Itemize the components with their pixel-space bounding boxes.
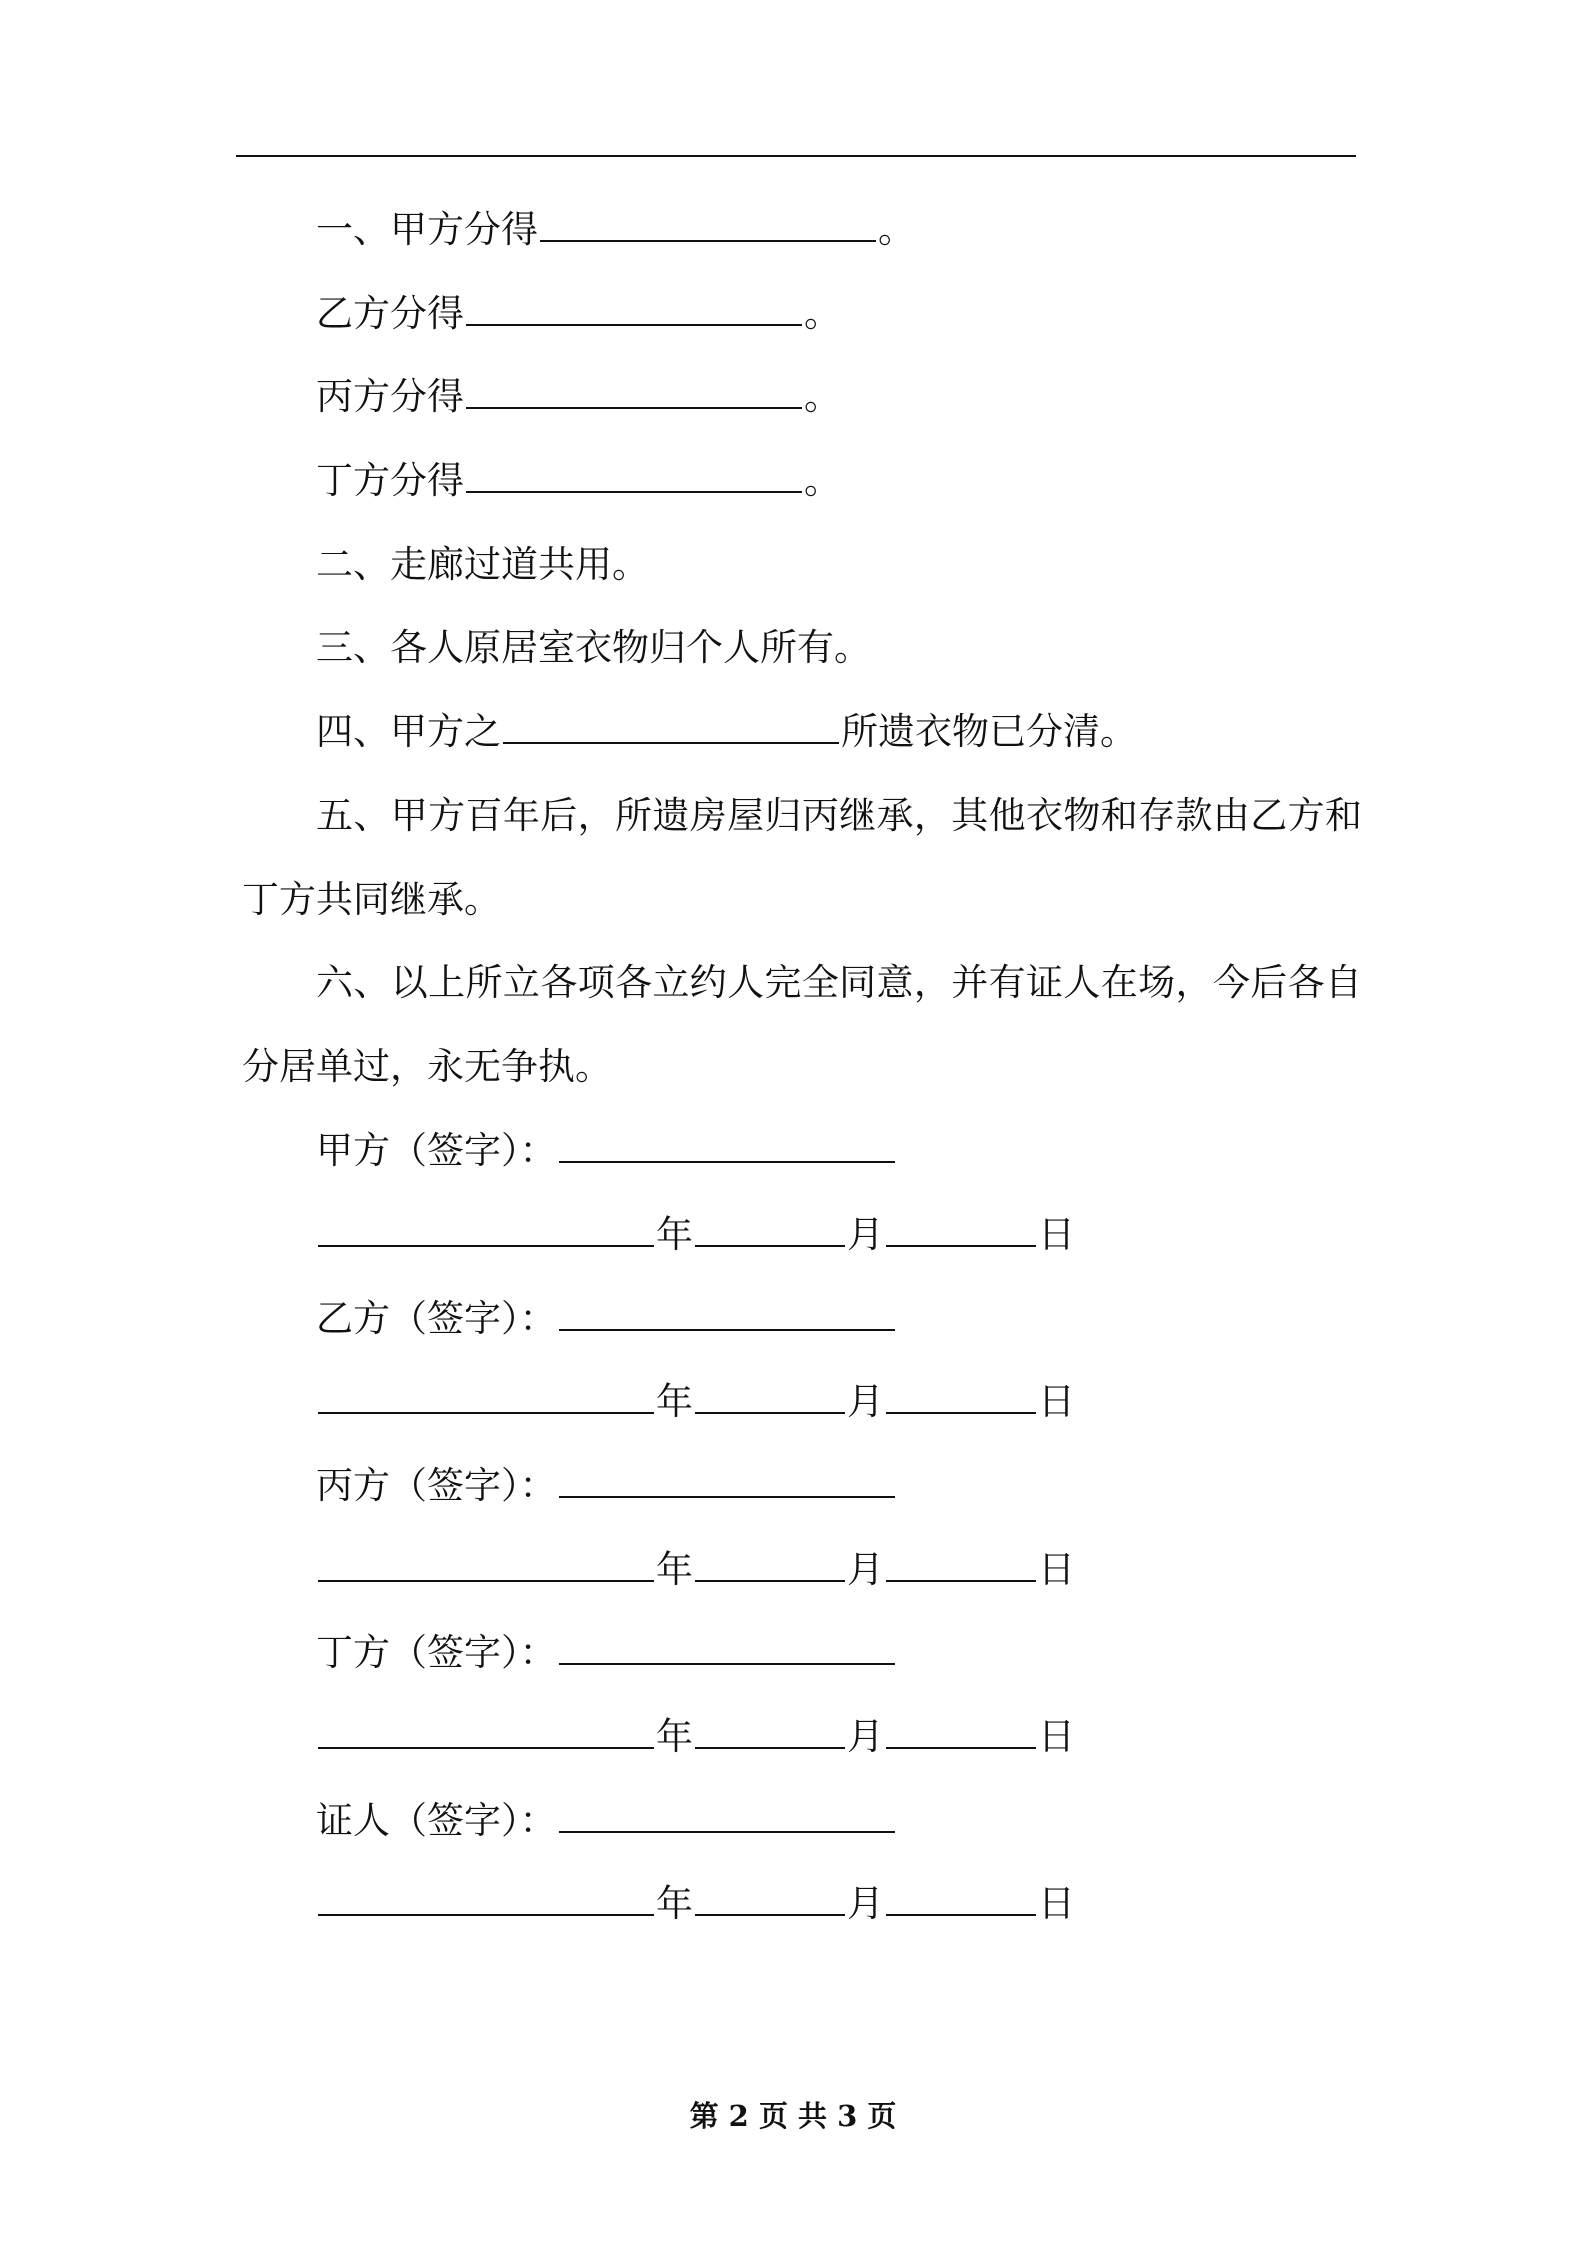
month-label: 月 xyxy=(847,1548,884,1591)
item-1-blank[interactable] xyxy=(540,210,876,242)
item-7-prefix: 四、甲方之 xyxy=(316,710,501,753)
month-label: 月 xyxy=(847,1882,884,1925)
year-label: 年 xyxy=(656,1380,693,1423)
day-blank[interactable] xyxy=(886,1717,1036,1749)
date-line-a xyxy=(316,1212,1075,1258)
year-label: 年 xyxy=(656,1213,693,1256)
month-label: 月 xyxy=(847,1380,884,1423)
day-label: 日 xyxy=(1038,1882,1075,1925)
day-label: 日 xyxy=(1038,1380,1075,1423)
item-4-line xyxy=(316,458,841,504)
item-1-line xyxy=(316,207,915,253)
day-blank[interactable] xyxy=(886,1382,1036,1414)
day-label: 日 xyxy=(1038,1715,1075,1758)
date-prefix-blank[interactable] xyxy=(318,1382,654,1414)
date-prefix-blank[interactable] xyxy=(318,1884,654,1916)
month-label: 月 xyxy=(847,1715,884,1758)
date-line-b xyxy=(316,1379,1075,1425)
signature-blank[interactable] xyxy=(559,1466,895,1498)
signature-line-c xyxy=(316,1463,897,1509)
item-3-line xyxy=(316,374,841,420)
item-5-text: 二、走廊过道共用。 xyxy=(316,543,649,586)
item-4-suffix: 。 xyxy=(804,459,841,502)
signature-label: 丁方（签字）： xyxy=(316,1631,557,1674)
item-4-prefix: 丁方分得 xyxy=(316,459,464,502)
item-7-blank[interactable] xyxy=(503,712,839,744)
item-3-suffix: 。 xyxy=(804,375,841,418)
signature-label: 乙方（签字）： xyxy=(316,1297,557,1340)
signature-line-b xyxy=(316,1296,897,1342)
date-prefix-blank[interactable] xyxy=(318,1717,654,1749)
signature-blank[interactable] xyxy=(559,1633,895,1665)
month-label: 月 xyxy=(847,1213,884,1256)
item-7-line xyxy=(316,709,1137,755)
signature-line-d xyxy=(316,1630,897,1676)
item-1-suffix: 。 xyxy=(878,208,915,251)
item-3-prefix: 丙方分得 xyxy=(316,375,464,418)
day-blank[interactable] xyxy=(886,1215,1036,1247)
item-3-blank[interactable] xyxy=(466,377,802,409)
day-label: 日 xyxy=(1038,1213,1075,1256)
signature-label: 证人（签字）： xyxy=(316,1799,557,1842)
year-label: 年 xyxy=(656,1548,693,1591)
header-rule xyxy=(236,155,1356,157)
item-2-prefix: 乙方分得 xyxy=(316,292,464,335)
signature-blank[interactable] xyxy=(559,1131,895,1163)
date-line-d xyxy=(316,1714,1075,1760)
month-blank[interactable] xyxy=(695,1550,845,1582)
signature-blank[interactable] xyxy=(559,1299,895,1331)
item-2-blank[interactable] xyxy=(466,294,802,326)
year-label: 年 xyxy=(656,1882,693,1925)
item-7-suffix: 所遗衣物已分清。 xyxy=(841,710,1137,753)
item-9-paragraph: 六、以上所立各项各立约人完全同意，并有证人在场，今后各自分居单过，永无争执。 xyxy=(242,961,1362,1088)
month-blank[interactable] xyxy=(695,1382,845,1414)
month-blank[interactable] xyxy=(695,1884,845,1916)
date-line-e xyxy=(316,1881,1075,1927)
year-label: 年 xyxy=(656,1715,693,1758)
month-blank[interactable] xyxy=(695,1215,845,1247)
item-4-blank[interactable] xyxy=(466,461,802,493)
signature-line-e xyxy=(316,1798,897,1844)
day-blank[interactable] xyxy=(886,1550,1036,1582)
day-blank[interactable] xyxy=(886,1884,1036,1916)
signature-blank[interactable] xyxy=(559,1801,895,1833)
item-2-line xyxy=(316,291,841,337)
item-8-paragraph: 五、甲方百年后，所遗房屋归丙继承，其他衣物和存款由乙方和丁方共同继承。 xyxy=(242,794,1362,921)
item-2-suffix: 。 xyxy=(804,292,841,335)
signature-label: 甲方（签字）： xyxy=(316,1129,557,1172)
date-line-c xyxy=(316,1547,1075,1593)
signature-label: 丙方（签字）： xyxy=(316,1464,557,1507)
month-blank[interactable] xyxy=(695,1717,845,1749)
date-prefix-blank[interactable] xyxy=(318,1550,654,1582)
page-number-footer: 第 2 页 共 3 页 xyxy=(689,2099,897,2133)
signature-line-a xyxy=(316,1128,897,1174)
item-6-text: 三、各人原居室衣物归个人所有。 xyxy=(316,626,871,669)
item-1-prefix: 一、甲方分得 xyxy=(316,208,538,251)
date-prefix-blank[interactable] xyxy=(318,1215,654,1247)
day-label: 日 xyxy=(1038,1548,1075,1591)
